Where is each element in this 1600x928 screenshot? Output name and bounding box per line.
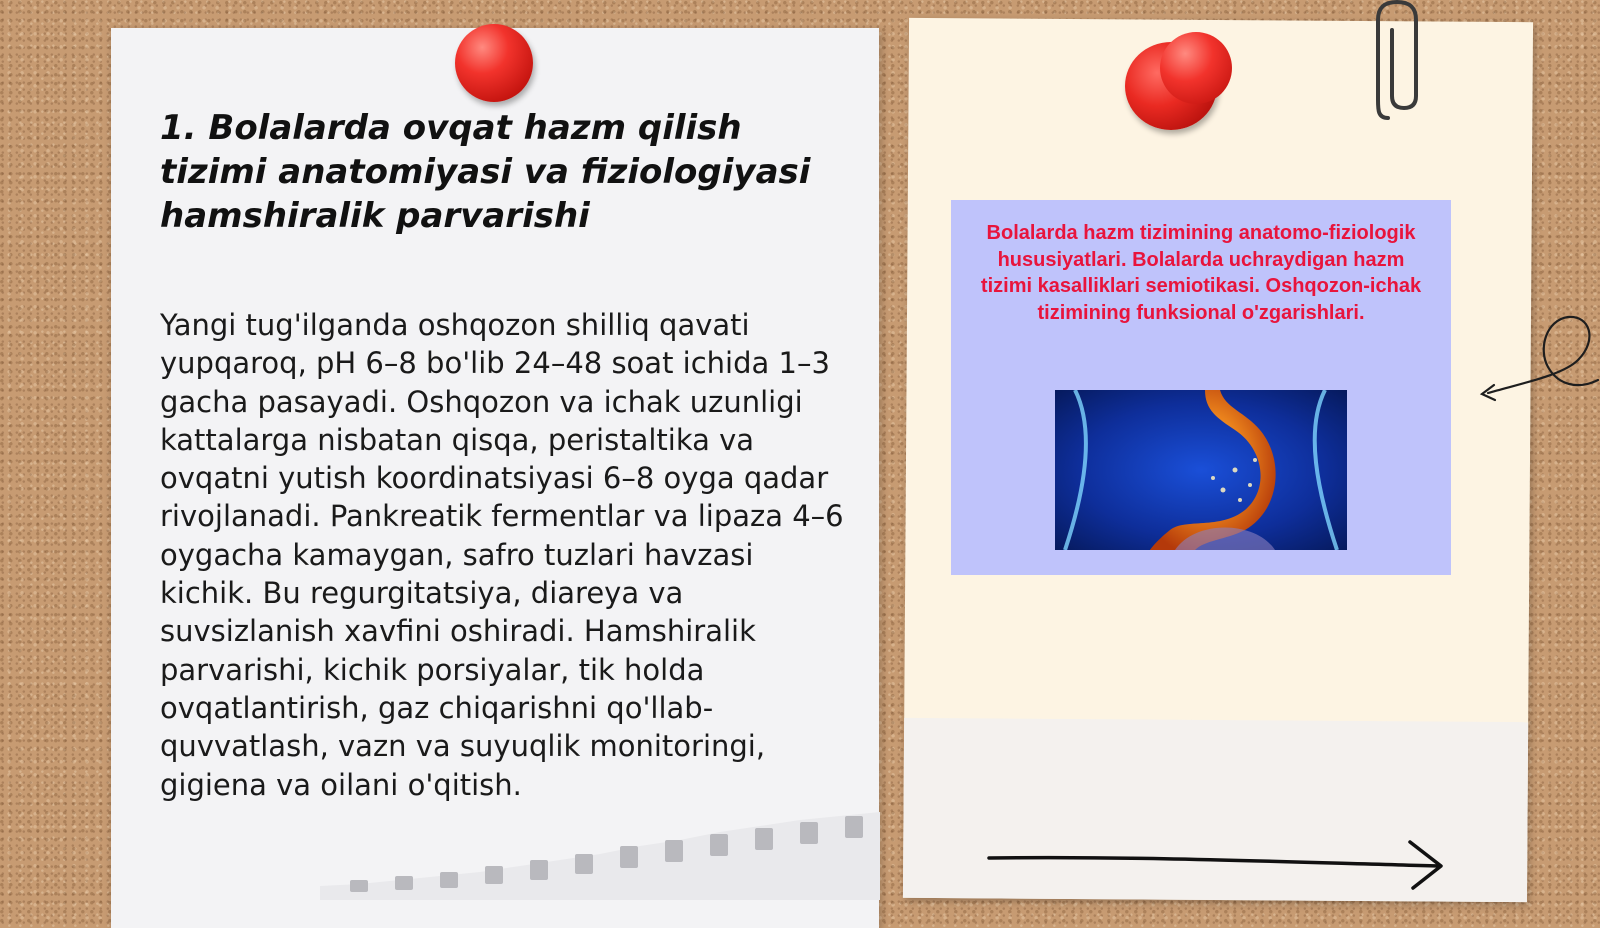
red-pushpin-highlight	[1160, 32, 1232, 104]
stomach-illustration	[1055, 390, 1347, 550]
slide-thumbnail	[951, 200, 1451, 575]
long-arrow-icon	[985, 832, 1447, 892]
torn-paper-edge	[320, 800, 880, 900]
slide-caption: Bolalarda hazm tizimining anatomo-fiziologik hususiyatlari. Bolalarda uchraydigan hazm tizimi kasalliklari semiotikasi. Oshqozon-ichak tizimining funksional o'zgarishlari.	[980, 222, 1422, 324]
page-title: 1. Bolalarda ovqat hazm qilish tizimi anatomiyasi va fiziologiyasi hamshiralik parvarishi	[160, 108, 811, 236]
red-pushpin-icon	[455, 24, 533, 102]
scribble-arrow-icon	[1478, 305, 1600, 405]
body-paragraph: Yangi tug'ilganda oshqozon shilliq qavati yupqaroq, pH 6–8 bo'lib 24–48 soat ichida 1–3 gacha pasayadi. Oshqozon va ichak uzunligi kattalarga nisbatan qisqa, peristaltika va ovqatni yutish koordinatsiyasi 6–8 oyga qadar rivojlanadi. Pankreatik fermentlar va lipaza 4–6 oygacha kamaygan, safro tuzlari havzasi kichik. Bu regurgitatsiya, diareya va suvsizlanish xavfini oshiradi. Hamshiralik parvarishi, kichik porsiyalar, tik holda ovqatlantirish, gaz chiqarishni qo'llab-quvvatlash, vazn va suyuqlik monitoringi, gigiena va oilani o'qitish.	[160, 308, 844, 802]
paperclip-icon	[1374, 0, 1420, 125]
